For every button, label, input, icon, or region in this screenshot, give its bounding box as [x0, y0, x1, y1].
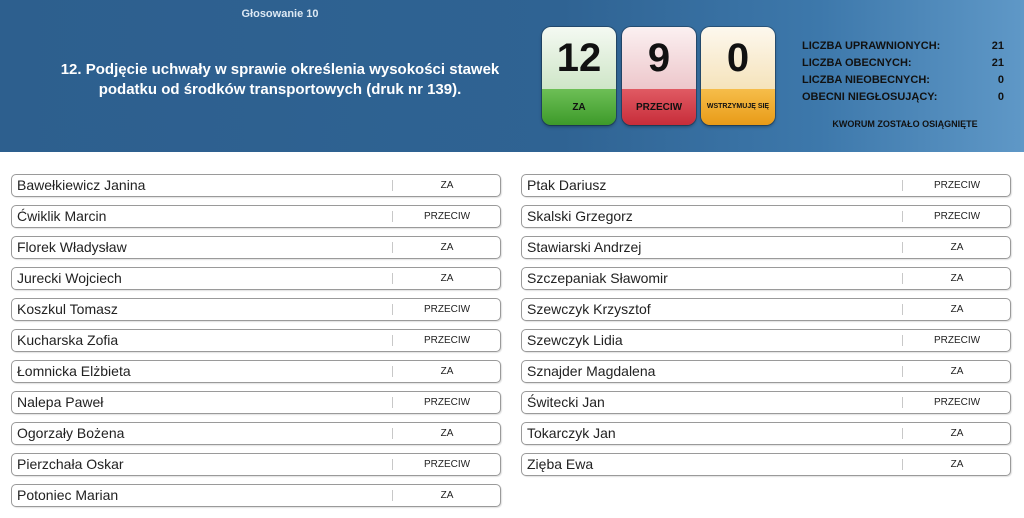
vote-value: PRZECIW [933, 397, 981, 408]
row-divider [902, 242, 903, 253]
councillor-name: Bawełkiewicz Janina [17, 177, 146, 193]
councillor-name: Łomnicka Elżbieta [17, 363, 131, 379]
vote-row [521, 453, 1011, 476]
vote-number: Głosowanie 10 [241, 8, 319, 20]
vote-value: PRZECIW [423, 304, 471, 315]
vote-row [521, 267, 1011, 290]
row-divider [902, 397, 903, 408]
stat-label: OBECNI NIEGŁOSUJĄCY: [802, 91, 938, 103]
row-divider [902, 335, 903, 346]
vote-row [521, 236, 1011, 259]
vote-value: ZA [950, 459, 964, 470]
vote-row [11, 236, 501, 259]
vote-value: PRZECIW [423, 459, 471, 470]
vote-value: ZA [950, 304, 964, 315]
row-divider [902, 304, 903, 315]
stat-value: 0 [997, 74, 1004, 86]
vote-value: ZA [440, 428, 454, 439]
stat-absent [802, 72, 1004, 89]
przeciw-count: 9 [622, 27, 696, 89]
row-divider [902, 273, 903, 284]
stat-label: LICZBA NIEOBECNYCH: [802, 74, 930, 86]
councillor-name: Potoniec Marian [17, 487, 119, 503]
vote-row [11, 329, 501, 352]
councillor-name: Stawiarski Andrzej [527, 239, 642, 255]
vote-row [521, 298, 1011, 321]
row-divider [392, 273, 393, 284]
row-divider [392, 366, 393, 377]
vote-value: ZA [950, 428, 964, 439]
councillor-name: Tokarczyk Jan [527, 425, 616, 441]
wstrzymuje-count: 0 [701, 27, 775, 89]
wstrzymuje-count-box [701, 27, 775, 125]
row-divider [392, 335, 393, 346]
vote-row [11, 391, 501, 414]
stat-label: LICZBA UPRAWNIONYCH: [802, 40, 941, 52]
vote-row [11, 360, 501, 383]
stat-label: LICZBA OBECNYCH: [802, 57, 912, 69]
za-count-box [542, 27, 616, 125]
vote-value: PRZECIW [423, 335, 471, 346]
councillor-name: Florek Władysław [17, 239, 127, 255]
row-divider [392, 428, 393, 439]
vote-row [11, 298, 501, 321]
councillor-name: Ogorzały Bożena [17, 425, 125, 441]
za-count: 12 [542, 27, 616, 89]
row-divider [902, 366, 903, 377]
row-divider [392, 490, 393, 501]
stat-eligible [802, 38, 1004, 55]
row-divider [392, 242, 393, 253]
stat-present [802, 55, 1004, 72]
vote-header [0, 0, 1024, 152]
vote-value: ZA [440, 366, 454, 377]
przeciw-count-box [622, 27, 696, 125]
row-divider [392, 180, 393, 191]
votes-list-left [11, 174, 501, 515]
stat-value: 21 [991, 57, 1004, 69]
vote-row [11, 422, 501, 445]
councillor-name: Szewczyk Lidia [527, 332, 623, 348]
vote-value: PRZECIW [933, 335, 981, 346]
votes-list-right [521, 174, 1011, 484]
vote-row [521, 391, 1011, 414]
councillor-name: Zięba Ewa [527, 456, 594, 472]
vote-row [521, 205, 1011, 228]
vote-value: PRZECIW [423, 397, 471, 408]
vote-row [11, 267, 501, 290]
councillor-name: Pierzchała Oskar [17, 456, 124, 472]
row-divider [902, 211, 903, 222]
vote-row [11, 453, 501, 476]
councillor-name: Skalski Grzegorz [527, 208, 633, 224]
vote-value: PRZECIW [423, 211, 471, 222]
vote-value: ZA [440, 242, 454, 253]
councillor-name: Świtecki Jan [527, 394, 605, 410]
vote-row [521, 360, 1011, 383]
attendance-stats [802, 38, 1004, 106]
vote-value: ZA [950, 242, 964, 253]
row-divider [392, 459, 393, 470]
vote-value: ZA [440, 180, 454, 191]
councillor-name: Szczepaniak Sławomir [527, 270, 668, 286]
vote-row [11, 205, 501, 228]
councillor-name: Ptak Dariusz [527, 177, 607, 193]
vote-row [521, 174, 1011, 197]
vote-value: ZA [440, 490, 454, 501]
row-divider [902, 428, 903, 439]
councillor-name: Szewczyk Krzysztof [527, 301, 651, 317]
councillor-name: Koszkul Tomasz [17, 301, 118, 317]
za-label: ZA [542, 89, 616, 125]
stat-value: 0 [997, 91, 1004, 103]
row-divider [392, 211, 393, 222]
vote-value: ZA [950, 273, 964, 284]
motion-title-line-1: 12. Podjęcie uchwały w sprawie określenia wysokości stawek [60, 61, 500, 78]
councillor-name: Sznajder Magdalena [527, 363, 656, 379]
row-divider [392, 397, 393, 408]
councillor-name: Jurecki Wojciech [17, 270, 122, 286]
quorum-status: KWORUM ZOSTAŁO OSIĄGNIĘTE [832, 119, 978, 129]
stat-present-not-voting [802, 89, 1004, 106]
vote-value: ZA [950, 366, 964, 377]
vote-value: PRZECIW [933, 211, 981, 222]
motion-title [20, 60, 540, 100]
vote-row [521, 329, 1011, 352]
przeciw-label: PRZECIW [622, 89, 696, 125]
vote-row [11, 484, 501, 507]
motion-title-line-2: podatku od środków transportowych (druk nr 139). [98, 81, 462, 98]
wstrzymuje-label: WSTRZYMUJĘ SIĘ [701, 89, 775, 125]
row-divider [902, 180, 903, 191]
vote-value: ZA [440, 273, 454, 284]
row-divider [392, 304, 393, 315]
row-divider [902, 459, 903, 470]
councillor-name: Kucharska Zofia [17, 332, 119, 348]
stat-value: 21 [991, 40, 1004, 52]
councillor-name: Nalepa Paweł [17, 394, 104, 410]
vote-row [521, 422, 1011, 445]
vote-row [11, 174, 501, 197]
councillor-name: Ćwiklik Marcin [17, 208, 107, 224]
vote-value: PRZECIW [933, 180, 981, 191]
